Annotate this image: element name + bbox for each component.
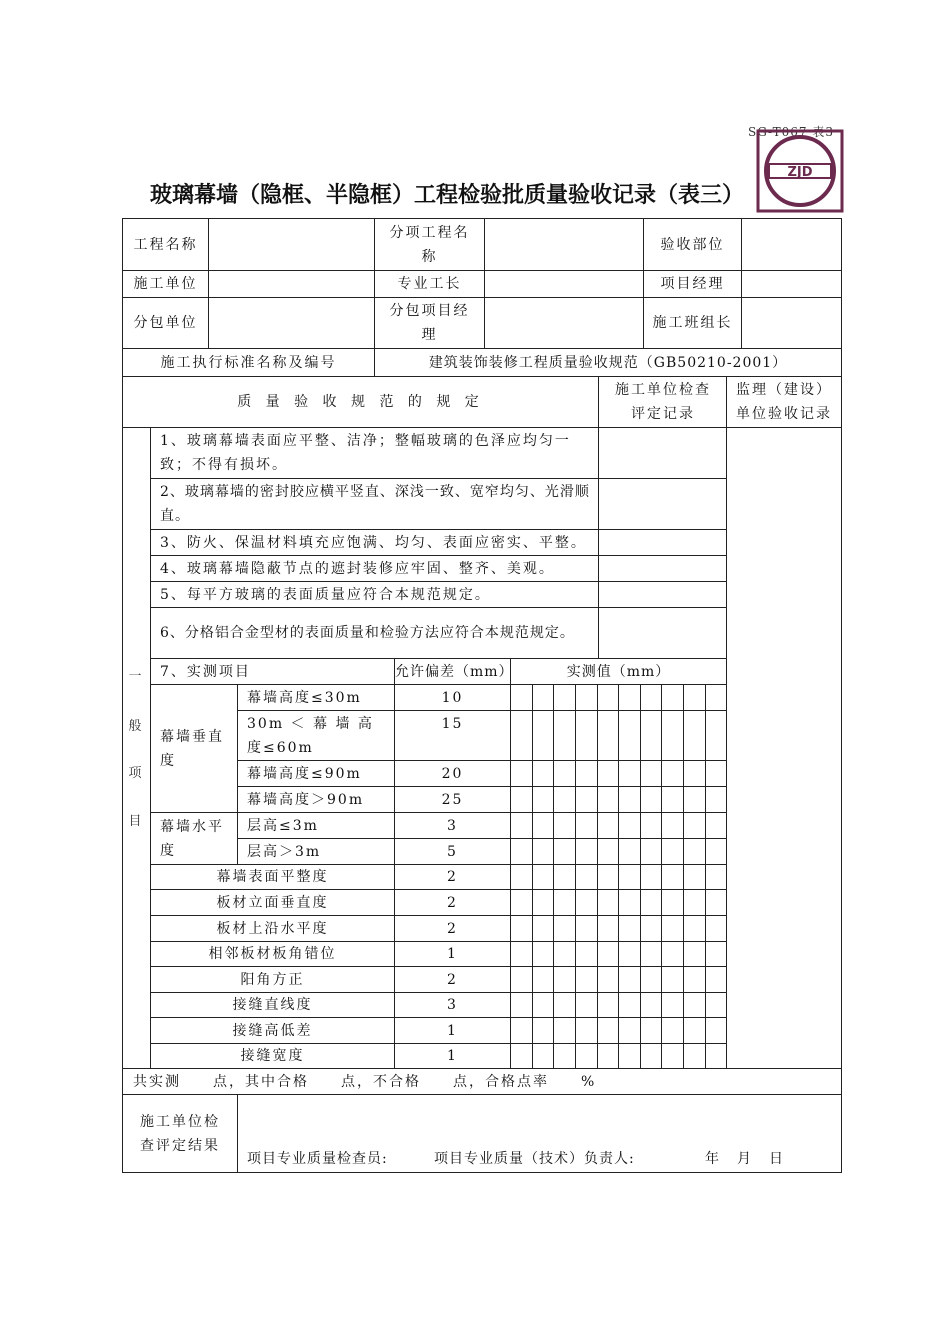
measure-row-name: 幕墙高度≤30m xyxy=(247,689,362,706)
measure-row-name: 相邻板材板角错位 xyxy=(208,946,337,962)
item-4-check[interactable] xyxy=(599,556,726,581)
acceptance-part-label: 验收部位 xyxy=(660,236,725,253)
spec-item-1: 1、玻璃幕墙表面应平整、洁净；整幅玻璃的色泽应均匀一致；不得有损坏。 xyxy=(160,433,571,473)
standard-label: 施工执行标准名称及编号 xyxy=(160,354,337,371)
date-label: 年 月 日 xyxy=(705,1151,785,1167)
general-label-char: 一 xyxy=(128,669,142,684)
sub-project-input[interactable] xyxy=(485,219,643,270)
project-name-input[interactable] xyxy=(209,219,374,270)
item-6-check[interactable] xyxy=(599,608,726,658)
measure-row-name: 幕墙高度＞90m xyxy=(247,791,365,808)
item-5-check[interactable] xyxy=(599,582,726,607)
measure-row-name: 30m ＜ 幕 墙 高 度≤60m xyxy=(247,715,374,756)
spec-item-4: 4、玻璃幕墙隐蔽节点的遮封装修应牢固、整齐、美观。 xyxy=(160,560,555,577)
measure-row-name: 接缝直线度 xyxy=(232,997,313,1013)
contractor-input[interactable] xyxy=(209,271,374,297)
document-code: SG-T067 表3 xyxy=(748,125,835,139)
spec-item-3: 3、防火、保温材料填充应饱满、均匀、表面应密实、平整。 xyxy=(160,534,587,551)
measure-row-name: 接缝宽度 xyxy=(240,1048,305,1064)
measure-row-name: 层高≤3m xyxy=(247,817,319,834)
standard-value: 建筑装饰装修工程质量验收规范（GB50210-2001） xyxy=(428,354,788,371)
team-leader-input[interactable] xyxy=(742,298,841,348)
item-2-check[interactable] xyxy=(599,479,726,529)
measure-row-tolerance: 2 xyxy=(447,869,458,885)
result-input[interactable] xyxy=(238,1095,841,1145)
measure-row-name: 层高＞3m xyxy=(247,843,322,860)
result-label: 施工单位检查评定结果 xyxy=(140,1113,220,1154)
foreman-label: 专业工长 xyxy=(397,276,462,292)
spec-item-2: 2、玻璃幕墙的密封胶应横平竖直、深浅一致、宽窄均匀、光滑顺直。 xyxy=(160,484,590,524)
project-manager-input[interactable] xyxy=(742,271,841,297)
supervisor-check-header: 监理（建设）单位验收记录 xyxy=(736,382,832,422)
measure-row-name: 接缝高低差 xyxy=(232,1022,313,1039)
measure-row-tolerance: 3 xyxy=(447,997,458,1013)
sub-project-label: 分项工程名称 xyxy=(389,224,470,265)
item-3-check[interactable] xyxy=(599,530,726,555)
item-1-check[interactable] xyxy=(599,428,726,478)
measured-header: 实测值（mm） xyxy=(566,663,671,680)
contractor-label: 施工单位 xyxy=(133,276,198,292)
subcontractor-label: 分包单位 xyxy=(133,315,198,331)
measure-row-name: 幕墙表面平整度 xyxy=(216,869,329,885)
spec-item-5: 5、每平方玻璃的表面质量应符合本规范规定。 xyxy=(160,586,491,603)
measure-row-tolerance: 2 xyxy=(447,971,458,988)
foreman-input[interactable] xyxy=(485,271,643,297)
inspector-label: 项目专业质量检查员: xyxy=(247,1151,388,1167)
measure-row-name: 板材上沿水平度 xyxy=(216,920,329,937)
measure-row-name: 板材立面垂直度 xyxy=(216,894,329,911)
measure-row-tolerance: 10 xyxy=(441,689,464,706)
vertical-group-label: 幕墙垂直度 xyxy=(160,728,224,769)
measure-row-tolerance: 2 xyxy=(447,894,458,911)
measure-row-name: 阳角方正 xyxy=(240,971,305,988)
subcontractor-input[interactable] xyxy=(209,298,374,348)
general-label-char: 项 xyxy=(128,766,142,781)
general-label-char: 般 xyxy=(128,719,142,734)
measure-row-tolerance: 25 xyxy=(441,791,464,808)
horizontal-group-label: 幕墙水平度 xyxy=(160,818,224,859)
measure-row-tolerance: 15 xyxy=(441,715,464,732)
project-name-label: 工程名称 xyxy=(133,236,198,253)
measure-row-name: 幕墙高度≤90m xyxy=(247,765,362,782)
spec-item-6: 6、分格铝合金型材的表面质量和检验方法应符合本规范规定。 xyxy=(160,625,575,641)
measure-row-tolerance: 1 xyxy=(447,1048,458,1064)
tolerance-header: 允许偏差（mm） xyxy=(395,663,514,680)
contractor-check-header: 施工单位检查评定记录 xyxy=(615,382,711,422)
acceptance-part-input[interactable] xyxy=(742,219,841,270)
page-title: 玻璃幕墙（隐框、半隐框）工程检验批质量验收记录（表三） xyxy=(150,183,745,208)
measure-row-tolerance: 20 xyxy=(441,765,464,782)
measure-row-tolerance: 1 xyxy=(447,1022,458,1039)
project-manager-label: 项目经理 xyxy=(660,276,725,292)
general-label-char: 目 xyxy=(128,814,142,829)
svg-text:ZJD: ZJD xyxy=(787,165,813,180)
sub-pm-input[interactable] xyxy=(485,298,643,348)
team-leader-label: 施工班组长 xyxy=(652,315,733,331)
measure-row-tolerance: 1 xyxy=(447,946,458,962)
measure-row-tolerance: 2 xyxy=(447,920,458,937)
spec-column-header: 质 量 验 收 规 范 的 规 定 xyxy=(237,394,484,410)
sub-pm-label: 分包项目经理 xyxy=(389,303,470,343)
measure-row-tolerance: 3 xyxy=(447,817,458,834)
measure-label: 7、实测项目 xyxy=(160,663,251,680)
summary-line: 共实测 点，其中合格 点，不合格 点，合格点率 % xyxy=(133,1073,597,1090)
tech-lead-label: 项目专业质量（技术）负责人: xyxy=(434,1151,635,1167)
measure-row-tolerance: 5 xyxy=(447,843,458,860)
